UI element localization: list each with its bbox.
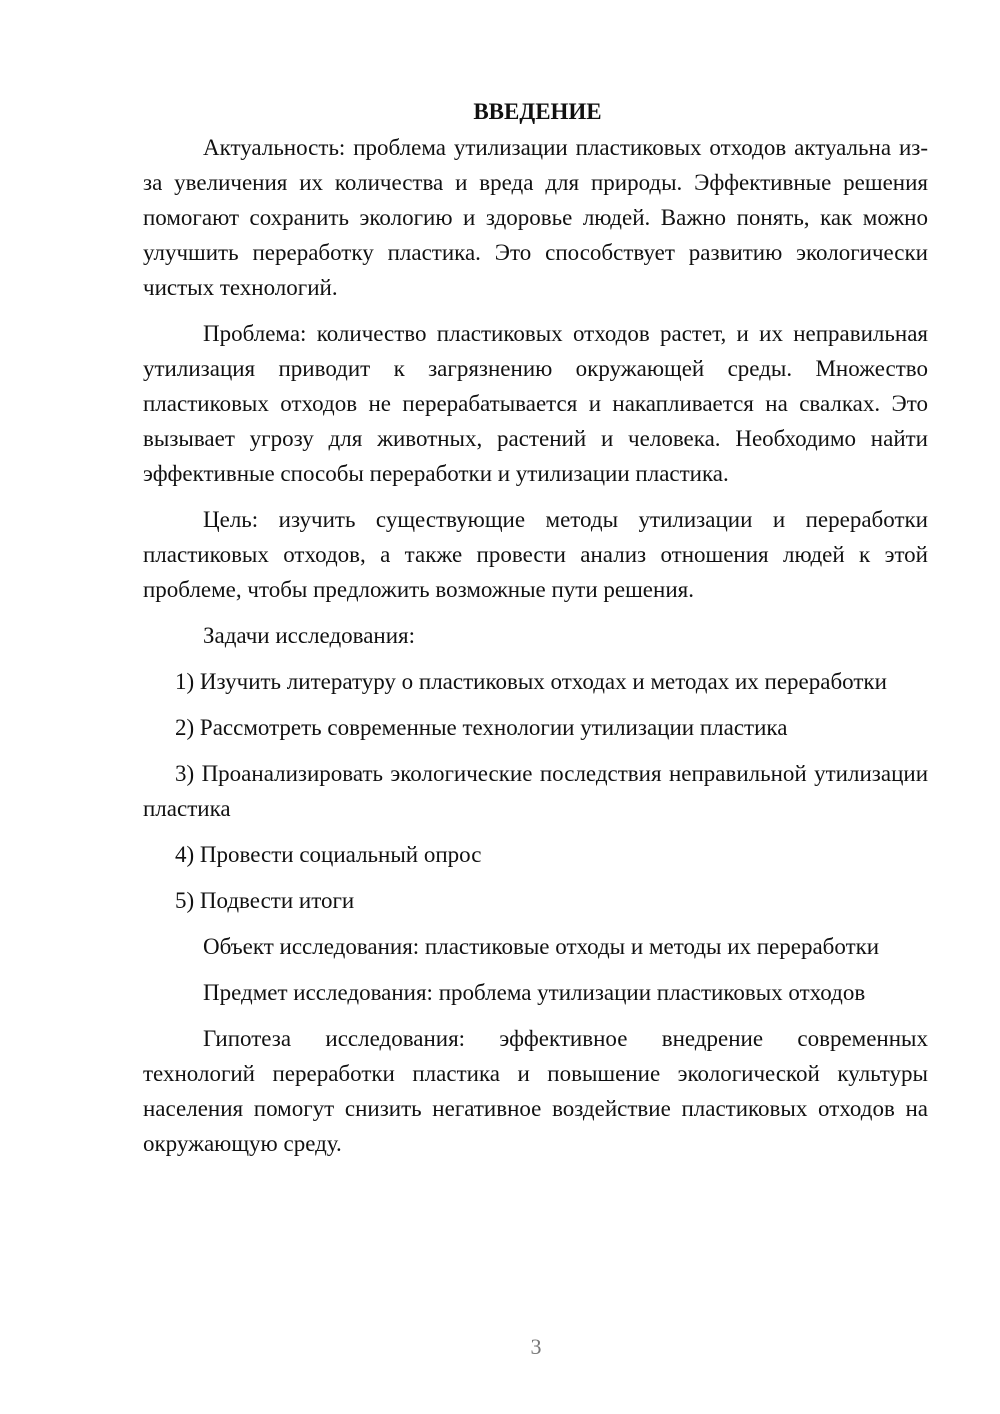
paragraph-object: Объект исследования: пластиковые отходы и методы их переработки	[203, 934, 880, 959]
paragraph-goal: Цель: изучить существующие методы утилизации и переработки пластиковых отходов, а также провести анализ отношения людей к этой проблеме, чтобы предложить возможные пути решения.	[143, 507, 928, 602]
task-item-3: 3) Проанализировать экологические последствия неправильной утилизации пластика	[143, 761, 928, 821]
task-item-1: 1) Изучить литературу о пластиковых отходах и методах их переработки	[175, 669, 887, 694]
task-list	[143, 664, 928, 918]
paragraph-relevance: Актуальность: проблема утилизации пластиковых отходов актуальна из-за увеличения их количества и вреда для природы. Эффективные решения помогают сохранить экологию и здоровье людей. Важно понять, как можно улучшить переработку пластика. Это способствует развитию экологически чистых технологий.	[143, 135, 928, 300]
task-item-4: 4) Провести социальный опрос	[175, 842, 482, 867]
paragraph-subject: Предмет исследования: проблема утилизации пластиковых отходов	[203, 980, 866, 1005]
paragraph-hypothesis: Гипотеза исследования: эффективное внедрение современных технологий переработки пластика и повышение экологической культуры населения помогут снизить негативное воздействие пластиковых отходов на окружающую среду.	[143, 1026, 928, 1156]
paragraph-tasks-intro: Задачи исследования:	[203, 623, 416, 648]
paragraph-problem: Проблема: количество пластиковых отходов растет, и их неправильная утилизация приводит к загрязнению окружающей среды. Множество пластиковых отходов не перерабатывается и накапливается на свалках. Это вызывает угрозу для животных, растений и человека. Необходимо найти эффективные способы переработки и утилизации пластика.	[143, 321, 928, 486]
task-item-5: 5) Подвести итоги	[175, 888, 355, 913]
page-content	[143, 94, 928, 1172]
page-number: 3	[530, 1334, 542, 1359]
section-heading: ВВЕДЕНИЕ	[473, 99, 602, 124]
task-item-2: 2) Рассмотреть современные технологии утилизации пластика	[175, 715, 788, 740]
